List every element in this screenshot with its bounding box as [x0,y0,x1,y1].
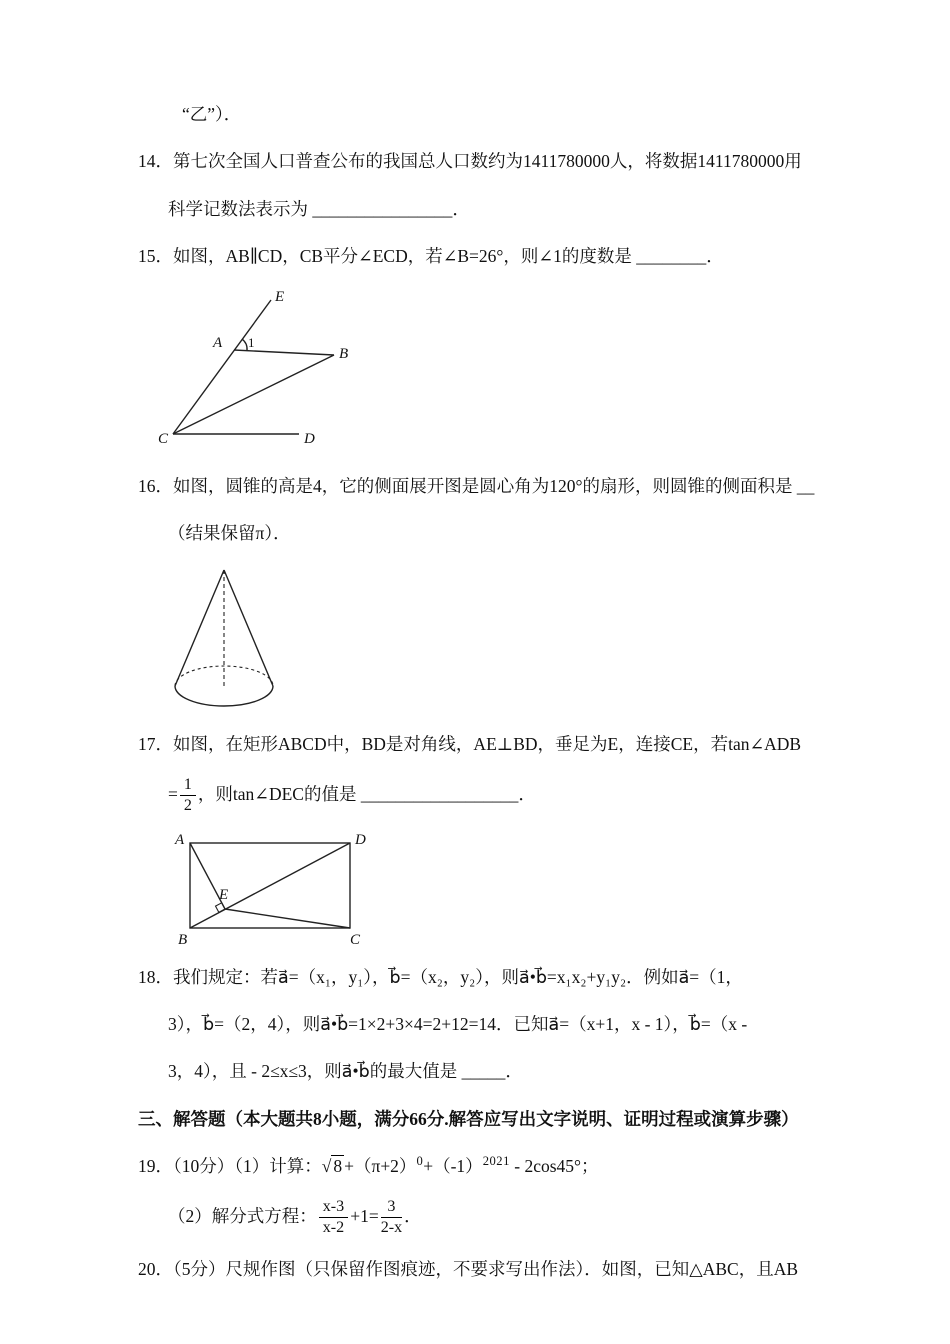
square-root-expression [322,1155,344,1176]
q19-fraction-2-numerator: 3 [381,1198,402,1219]
question-18-line-2: 3），b⃗=（2，4），则a⃗•b⃗=1×2+3×4=2+12=14．已知a⃗=（x+1，x - 1），b⃗=（x - [168,1014,748,1034]
previous-answer-continuation: “乙”）． [182,104,242,124]
section-3-heading: 三、解答题（本大题共8小题，满分66分.解答应写出文字说明、证明过程或演算步骤） [138,1108,799,1129]
question-20-line-1: 20．（5分）尺规作图（只保留作图痕迹，不要求写出作法）．如图，已知△ABC，且AB [138,1258,798,1279]
point-label-C: C [350,931,361,947]
point-label-E: E [219,886,229,903]
q17-fraction-denominator: 2 [183,797,192,815]
line-CE [173,300,271,434]
q17-equals: = [168,783,178,804]
radicand: 8 [333,1156,343,1177]
question-16-line-2: （结果保留π）． [168,522,291,543]
question-14-line-1: 14．第七次全国人口普查公布的我国总人口数约为1411780000人，将数据1411780000用 [138,151,802,172]
cone-base-front-arc [175,686,273,706]
q19-fraction-2-denominator: 2-x [380,1219,403,1236]
point-label-D: D [355,831,366,848]
angle-label-1: 1 [248,334,255,350]
q19-part1-mid2: +（-1） [423,1156,483,1177]
point-label-C: C [158,430,169,447]
question-19 [138,1150,838,1237]
point-label-A: A [213,334,223,351]
q17-fraction-numerator: 1 [180,776,196,797]
point-label-B: B [178,931,188,947]
exponent-2021: 2021 [482,1154,510,1169]
exponent-zero: 0 [416,1154,424,1169]
segment-EC [225,909,350,928]
question-18 [138,961,838,1088]
figure-17-rectangle-diagram [172,831,372,947]
question-18-line-1: 18．我们规定：若a⃗=（x₁，y₁），b⃗=（x₂，y₂），则a⃗•b⃗=x₁x₂+y₁y₂．例如a⃗=（1， [138,966,743,987]
question-19-part-2 [168,1198,838,1238]
question-15-line-1: 15．如图，AB∥CD，CB平分∠ECD，若∠B=26°，则∠1的度数是 ________． [138,246,724,267]
radical-sign: √ [321,1156,332,1177]
question-19-part-1 [138,1150,838,1182]
q19-fraction-1-numerator: x-3 [319,1198,348,1219]
point-label-B: B [339,345,349,362]
q19-fraction-2 [381,1198,402,1238]
angle-1-arc [242,339,247,351]
question-14 [138,145,838,225]
question-17-line-2 [168,776,838,816]
line-AB [234,350,334,355]
question-14-line-2: 科学记数法表示为 ________________． [168,198,470,219]
q19-part1-mid1: +（π+2） [344,1156,417,1177]
figure-15-parallel-lines-diagram [158,288,393,456]
q19-fraction-1-denominator: x-2 [322,1219,345,1236]
question-15 [138,240,838,455]
question-17-line-1: 17．如图，在矩形ABCD中，BD是对角线，AE⊥BD，垂足为E，连接CE，若tan∠ADB [138,734,802,755]
figure-16-cone-diagram [166,564,286,714]
q17-line-2-rest: ，则tan∠DEC的值是 __________________． [197,783,536,804]
point-label-A: A [175,831,185,848]
question-16 [138,470,838,715]
q19-part2-prefix: （2）解分式方程： [168,1205,317,1226]
q17-fraction-one-half [180,776,196,816]
q19-fraction-1 [319,1198,348,1238]
point-label-E: E [275,288,285,305]
line-CB [173,355,334,434]
point-label-D: D [304,430,315,447]
q19-part1-suffix: - 2cos45°； [509,1156,599,1177]
q19-part1-prefix: 19．（10分）（1）计算： [138,1156,322,1177]
question-16-line-1: 16．如图，圆锥的高是4，它的侧面展开图是圆心角为120°的扇形，则圆锥的侧面积是 __ [138,475,815,496]
q19-part2-mid: +1= [350,1205,379,1226]
question-18-line-3: 3，4），且 - 2≤x≤3，则a⃗•b⃗的最大值是 _____． [168,1061,523,1082]
q19-part2-suffix: ． [404,1205,422,1226]
question-20 [138,1253,838,1285]
question-17 [138,728,838,946]
